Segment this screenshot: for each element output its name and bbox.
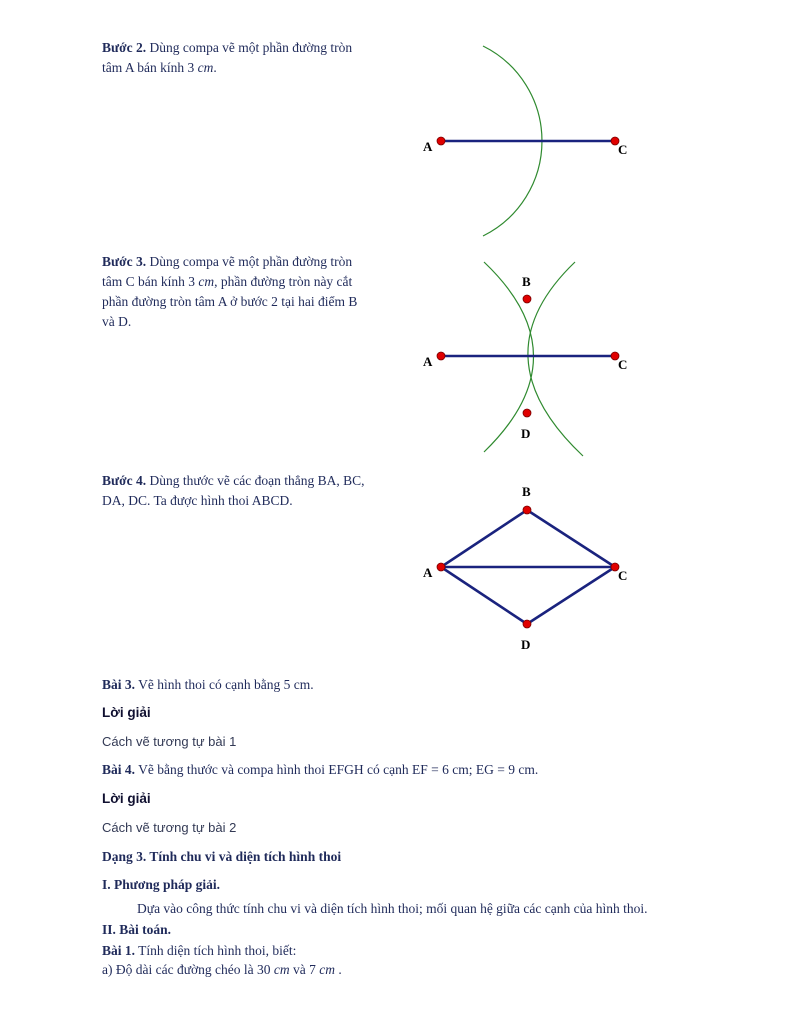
method-heading: I. Phương pháp giải. bbox=[102, 877, 220, 892]
point-d bbox=[523, 620, 531, 628]
segment-ab bbox=[441, 510, 527, 567]
solution-text-2: Cách vẽ tương tự bài 2 bbox=[102, 820, 237, 835]
problems-heading: II. Bài toán. bbox=[102, 922, 172, 937]
solution-heading-1: Lời giải bbox=[102, 705, 151, 720]
problem-1: Bài 1. Tính diện tích hình thoi, biết: bbox=[102, 943, 297, 958]
label-b: B bbox=[522, 484, 531, 499]
step-3-text: Bước 3. Dùng compa vẽ một phần đường tròn tâm C bán kính 3 cm, phần đường tròn này cắt phần đường tròn tâm A ở bước 2 tại hai điểm B và D. bbox=[102, 254, 358, 329]
problem-1-part-a: a) Độ dài các đường chéo là 30 cm và 7 cm . bbox=[102, 962, 342, 977]
label-c: C bbox=[618, 568, 628, 583]
segment-bc bbox=[527, 510, 615, 567]
label-c: C bbox=[618, 357, 628, 372]
exercise-3: Bài 3. Vẽ hình thoi có cạnh bằng 5 cm. bbox=[102, 677, 314, 692]
label-d: D bbox=[521, 637, 531, 652]
segment-dc bbox=[527, 567, 615, 624]
solution-heading-2: Lời giải bbox=[102, 791, 151, 806]
solution-text-1: Cách vẽ tương tự bài 1 bbox=[102, 734, 237, 749]
label-a: A bbox=[423, 139, 433, 154]
step-2-text: Bước 2. Dùng compa vẽ một phần đường tròn tâm A bán kính 3 cm. bbox=[102, 40, 353, 75]
segment-ad bbox=[441, 567, 527, 624]
label-d: D bbox=[521, 426, 531, 441]
section-title-dang-3: Dạng 3. Tính chu vi và diện tích hình thoi bbox=[102, 849, 342, 864]
exercise-4: Bài 4. Vẽ bằng thước và compa hình thoi EFGH có cạnh EF = 6 cm; EG = 9 cm. bbox=[102, 762, 539, 777]
label-c: C bbox=[618, 142, 628, 157]
step-4-text: Bước 4. Dùng thước vẽ các đoạn thẳng BA, BC, DA, DC. Ta được hình thoi ABCD. bbox=[102, 473, 365, 508]
step-2-label: Bước 2. bbox=[102, 40, 147, 55]
label-a: A bbox=[423, 354, 433, 369]
step-4-label: Bước 4. bbox=[102, 473, 147, 488]
method-text: Dựa vào công thức tính chu vi và diện tích hình thoi; mối quan hệ giữa các cạnh của hình thoi. bbox=[137, 901, 648, 916]
step-3-label: Bước 3. bbox=[102, 254, 147, 269]
label-a: A bbox=[423, 565, 433, 580]
label-b: B bbox=[522, 274, 531, 289]
point-b bbox=[523, 506, 531, 514]
point-a bbox=[437, 563, 445, 571]
